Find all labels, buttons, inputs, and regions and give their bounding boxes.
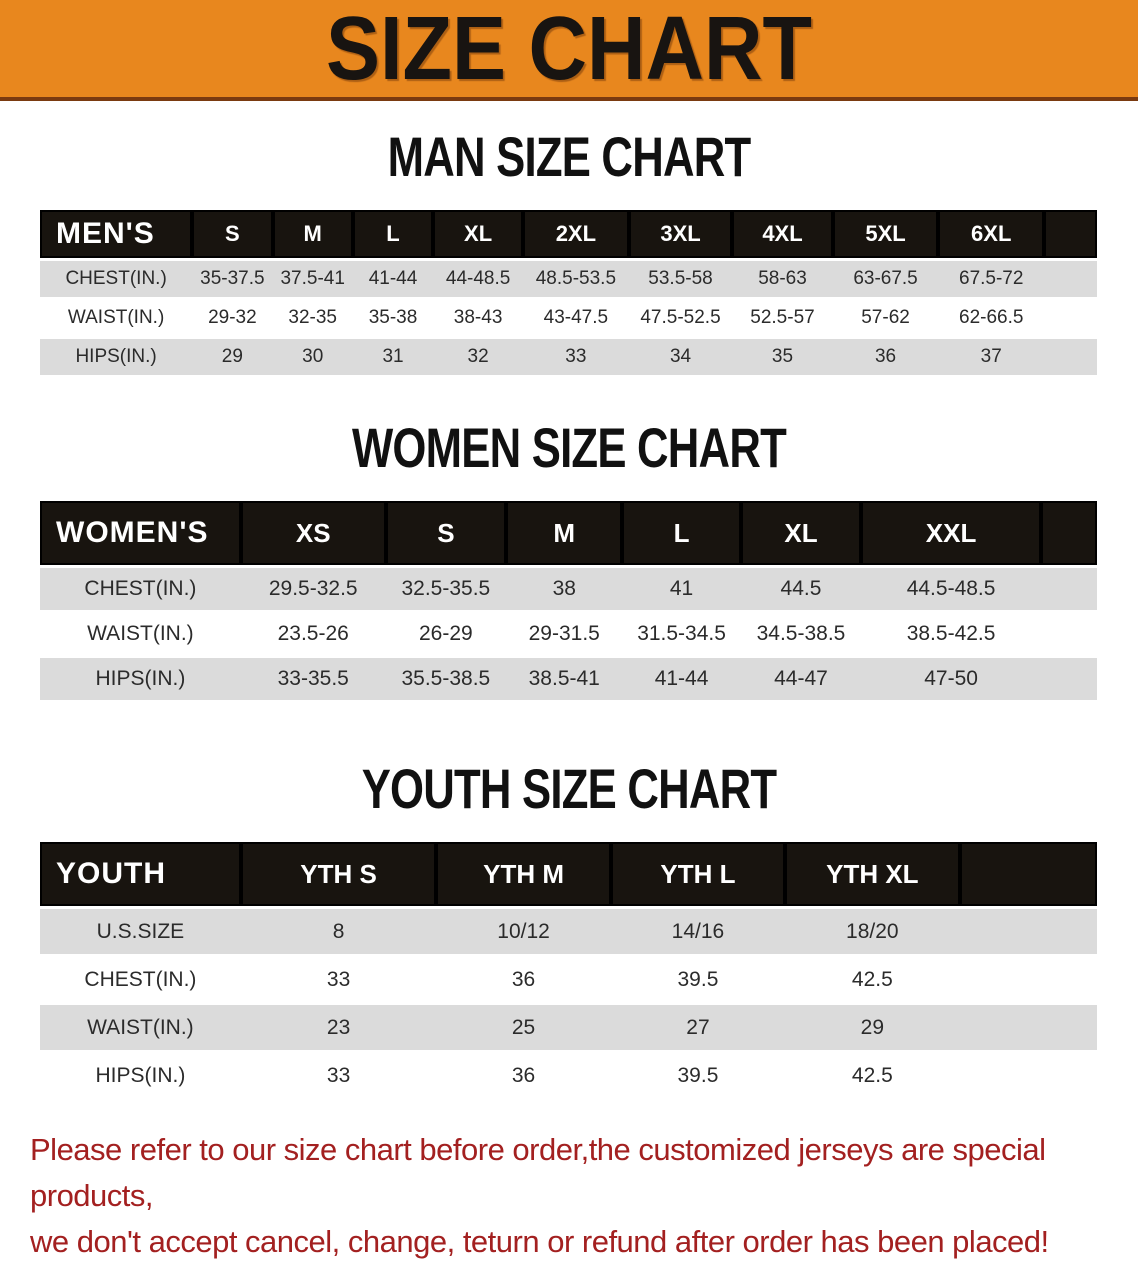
size-value: 34: [629, 339, 733, 375]
size-value: 32.5-35.5: [386, 568, 506, 610]
size-value: 44.5-48.5: [861, 568, 1041, 610]
youth-section-title: YOUTH SIZE CHART: [361, 757, 777, 820]
size-value: 36: [833, 339, 939, 375]
row-label: HIPS(IN.): [40, 1053, 241, 1098]
size-value: 63-67.5: [833, 261, 939, 297]
table-row: [40, 339, 1097, 375]
header-spacer: [1044, 210, 1097, 258]
size-value: 10/12: [436, 909, 610, 954]
row-label: WAIST(IN.): [40, 1005, 241, 1050]
row-spacer: [1041, 613, 1097, 655]
size-value: 23: [241, 1005, 437, 1050]
row-spacer: [1044, 261, 1097, 297]
size-value: 31.5-34.5: [622, 613, 740, 655]
size-value: 32-35: [273, 300, 353, 336]
size-value: 27: [611, 1005, 785, 1050]
size-value: 37: [938, 339, 1044, 375]
row-spacer: [960, 1005, 1097, 1050]
size-value: 42.5: [785, 957, 959, 1002]
size-value: 48.5-53.5: [523, 261, 629, 297]
size-value: 35-38: [353, 300, 433, 336]
size-value: 25: [436, 1005, 610, 1050]
table-row: [40, 658, 1097, 700]
size-column-header: 4XL: [732, 210, 832, 258]
size-value: 39.5: [611, 1053, 785, 1098]
table-row: [40, 1053, 1097, 1098]
table-row: [40, 1005, 1097, 1050]
size-value: 37.5-41: [273, 261, 353, 297]
men-section-title: MAN SIZE CHART: [387, 125, 751, 188]
disclaimer: [30, 1127, 1138, 1265]
men-group-label: MEN'S: [40, 210, 192, 258]
size-value: 44.5: [741, 568, 861, 610]
header-spacer: [960, 842, 1097, 906]
women-section-title: WOMEN SIZE CHART: [351, 416, 786, 479]
size-value: 29: [785, 1005, 959, 1050]
size-value: 33: [241, 1053, 437, 1098]
row-label: CHEST(IN.): [40, 261, 192, 297]
size-value: 18/20: [785, 909, 959, 954]
size-value: 41-44: [353, 261, 433, 297]
size-column-header: XL: [741, 501, 861, 565]
size-value: 57-62: [833, 300, 939, 336]
size-column-header: 6XL: [938, 210, 1044, 258]
size-value: 38-43: [433, 300, 523, 336]
size-column-header: 3XL: [629, 210, 733, 258]
row-label: HIPS(IN.): [40, 658, 241, 700]
size-column-header: YTH L: [611, 842, 785, 906]
size-value: 38.5-41: [506, 658, 622, 700]
row-spacer: [960, 957, 1097, 1002]
size-value: 44-48.5: [433, 261, 523, 297]
size-value: 47-50: [861, 658, 1041, 700]
disclaimer-line-1: Please refer to our size chart before order,the customized jerseys are special products,: [30, 1132, 1046, 1213]
size-value: 42.5: [785, 1053, 959, 1098]
size-value: 36: [436, 1053, 610, 1098]
row-spacer: [1041, 658, 1097, 700]
size-column-header: M: [273, 210, 353, 258]
table-row: [40, 909, 1097, 954]
size-value: 33-35.5: [241, 658, 386, 700]
size-column-header: S: [386, 501, 506, 565]
size-value: 67.5-72: [938, 261, 1044, 297]
table-row: [40, 568, 1097, 610]
women-section: [0, 416, 1138, 703]
row-label: HIPS(IN.): [40, 339, 192, 375]
men-size-table: [40, 207, 1097, 378]
size-column-header: YTH XL: [785, 842, 959, 906]
size-value: 29-31.5: [506, 613, 622, 655]
row-label: WAIST(IN.): [40, 300, 192, 336]
size-column-header: S: [192, 210, 272, 258]
row-spacer: [960, 909, 1097, 954]
size-value: 38.5-42.5: [861, 613, 1041, 655]
size-value: 30: [273, 339, 353, 375]
row-label: U.S.SIZE: [40, 909, 241, 954]
size-column-header: M: [506, 501, 622, 565]
disclaimer-line-2: we don't accept cancel, change, teturn or refund after order has been placed!: [30, 1223, 1049, 1259]
size-column-header: YTH S: [241, 842, 437, 906]
size-value: 31: [353, 339, 433, 375]
size-value: 47.5-52.5: [629, 300, 733, 336]
size-value: 43-47.5: [523, 300, 629, 336]
size-value: 29.5-32.5: [241, 568, 386, 610]
size-column-header: XL: [433, 210, 523, 258]
size-column-header: L: [622, 501, 740, 565]
size-value: 35-37.5: [192, 261, 272, 297]
size-column-header: XS: [241, 501, 386, 565]
row-label: CHEST(IN.): [40, 957, 241, 1002]
size-value: 26-29: [386, 613, 506, 655]
table-row: [40, 613, 1097, 655]
size-value: 41-44: [622, 658, 740, 700]
size-value: 38: [506, 568, 622, 610]
size-value: 39.5: [611, 957, 785, 1002]
size-value: 44-47: [741, 658, 861, 700]
size-value: 41: [622, 568, 740, 610]
size-value: 14/16: [611, 909, 785, 954]
youth-size-table: [40, 839, 1097, 1101]
header-spacer: [1041, 501, 1097, 565]
row-spacer: [1044, 339, 1097, 375]
size-value: 8: [241, 909, 437, 954]
size-column-header: YTH M: [436, 842, 610, 906]
table-row: [40, 957, 1097, 1002]
size-column-header: 2XL: [523, 210, 629, 258]
size-value: 32: [433, 339, 523, 375]
youth-group-label: YOUTH: [40, 842, 241, 906]
size-value: 33: [241, 957, 437, 1002]
table-row: [40, 300, 1097, 336]
size-value: 29: [192, 339, 272, 375]
size-value: 53.5-58: [629, 261, 733, 297]
row-spacer: [1041, 568, 1097, 610]
size-value: 34.5-38.5: [741, 613, 861, 655]
size-chart-banner: [0, 0, 1138, 101]
row-label: WAIST(IN.): [40, 613, 241, 655]
size-value: 36: [436, 957, 610, 1002]
youth-section: [0, 757, 1138, 1101]
row-label: CHEST(IN.): [40, 568, 241, 610]
row-spacer: [960, 1053, 1097, 1098]
men-section: [0, 125, 1138, 378]
size-value: 23.5-26: [241, 613, 386, 655]
size-value: 35: [732, 339, 832, 375]
size-value: 52.5-57: [732, 300, 832, 336]
size-column-header: L: [353, 210, 433, 258]
women-group-label: WOMEN'S: [40, 501, 241, 565]
size-value: 62-66.5: [938, 300, 1044, 336]
row-spacer: [1044, 300, 1097, 336]
size-value: 58-63: [732, 261, 832, 297]
size-value: 33: [523, 339, 629, 375]
size-column-header: XXL: [861, 501, 1041, 565]
women-size-table: [40, 498, 1097, 703]
table-row: [40, 261, 1097, 297]
size-value: 29-32: [192, 300, 272, 336]
size-value: 35.5-38.5: [386, 658, 506, 700]
banner-title: SIZE CHART: [326, 0, 812, 99]
size-column-header: 5XL: [833, 210, 939, 258]
